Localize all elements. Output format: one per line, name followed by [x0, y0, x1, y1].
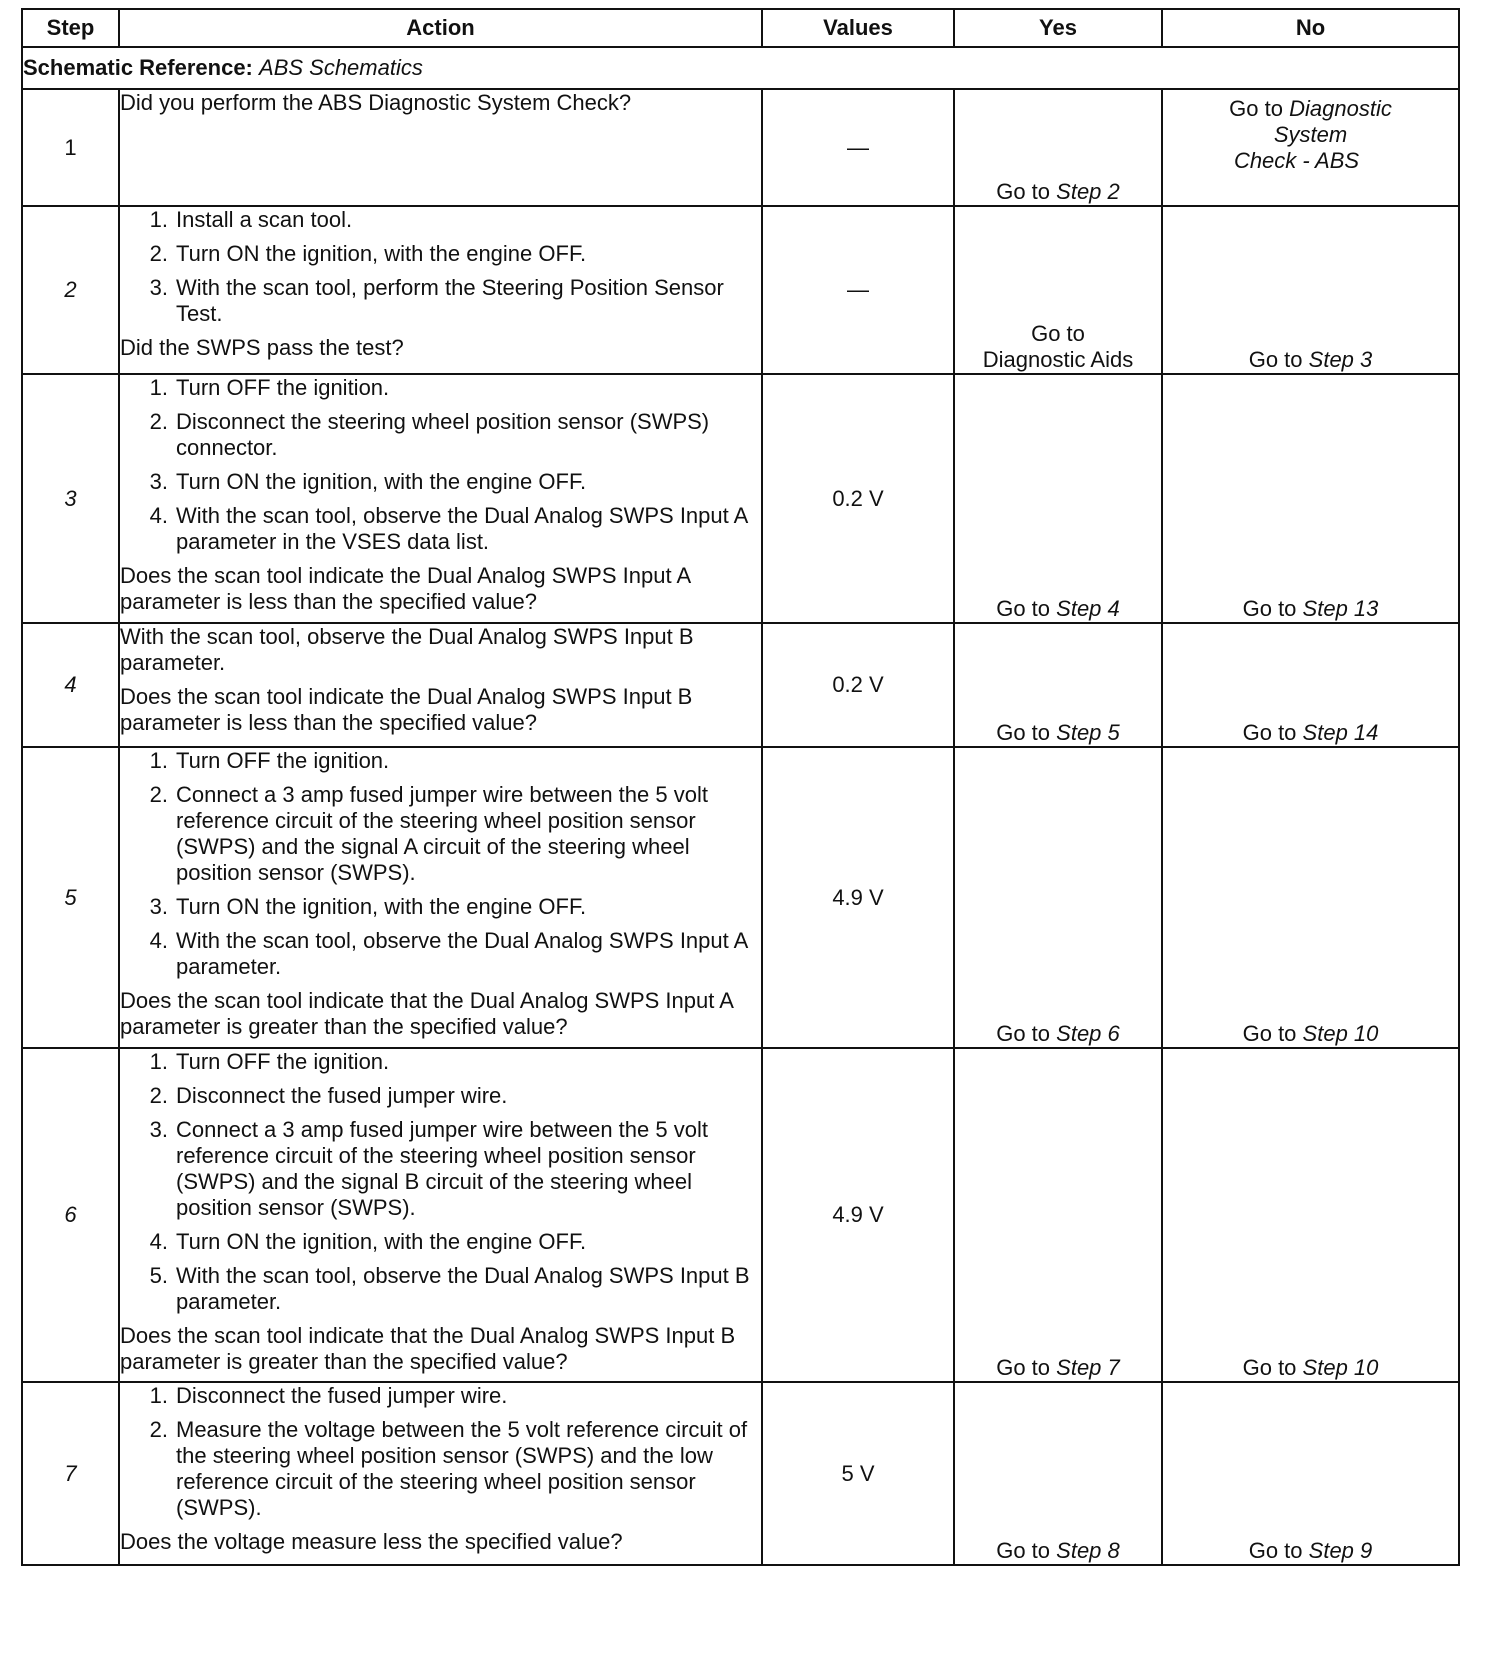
yes-link[interactable]: Step 8 — [1056, 1538, 1120, 1563]
no-link[interactable]: Step 14 — [1302, 720, 1379, 745]
go-to-text: Go to — [996, 1021, 1051, 1046]
list-item: 1. Install a scan tool. — [149, 207, 353, 232]
table-row — [22, 206, 1459, 374]
list-item: 3. Turn ON the ignition, with the engine OFF. — [149, 469, 587, 494]
list-item: 1. Turn OFF the ignition. — [149, 375, 390, 400]
step-number: 6 — [22, 1048, 119, 1382]
table-row — [22, 374, 1459, 623]
no-link[interactable]: Step 3 — [1308, 347, 1373, 372]
list-item: 4. With the scan tool, observe the Dual Analog SWPS Input A parameter in the VSES data list. — [149, 503, 748, 554]
go-to-text: Go to — [996, 1355, 1051, 1380]
action-instruction: With the scan tool, observe the Dual Analog SWPS Input B parameter. — [120, 624, 694, 675]
go-to-text: Go to — [996, 720, 1051, 745]
action-list — [120, 748, 761, 980]
action-cell — [119, 374, 762, 623]
list-item: 1. Disconnect the fused jumper wire. — [149, 1383, 508, 1408]
no-cell — [1162, 1382, 1459, 1565]
header-values: Values — [762, 9, 954, 47]
go-to-text: Go to — [1242, 1355, 1297, 1380]
action-cell — [119, 747, 762, 1048]
schematic-label: Schematic Reference: — [23, 55, 253, 80]
yes-cell — [954, 747, 1162, 1048]
list-item: 1. Turn OFF the ignition. — [149, 1049, 390, 1074]
no-link[interactable]: Step 10 — [1302, 1355, 1379, 1380]
list-item: 2. Connect a 3 amp fused jumper wire between the 5 volt reference circuit of the steering wheel position sensor (SWPS) and the signal A circuit of the steering wheel position sensor (SWPS). — [149, 782, 708, 885]
list-item: 4. Turn ON the ignition, with the engine OFF. — [149, 1229, 587, 1254]
go-to-text: Go to — [1242, 1021, 1297, 1046]
yes-link[interactable]: Step 2 — [1056, 179, 1120, 204]
list-item: 2. Measure the voltage between the 5 volt reference circuit of the steering wheel position sensor (SWPS) and the low reference circuit of the steering wheel position sensor (SWPS). — [149, 1417, 748, 1520]
step-number: 4 — [22, 623, 119, 747]
header-no: No — [1162, 9, 1459, 47]
header-row — [22, 9, 1459, 47]
yes-cell — [954, 89, 1162, 206]
list-item: 3. Connect a 3 amp fused jumper wire between the 5 volt reference circuit of the steering wheel position sensor (SWPS) and the signal B circuit of the steering wheel position sensor (SWPS). — [149, 1117, 708, 1220]
no-cell — [1162, 374, 1459, 623]
yes-link[interactable]: Step 6 — [1056, 1021, 1120, 1046]
no-cell — [1162, 206, 1459, 374]
value-cell: 0.2 V — [762, 623, 954, 747]
value-cell: — — [762, 206, 954, 374]
table-row — [22, 1382, 1459, 1565]
list-item: 4. With the scan tool, observe the Dual Analog SWPS Input A parameter. — [149, 928, 748, 979]
yes-link[interactable]: Diagnostic Aids — [982, 347, 1134, 372]
action-question: Did the SWPS pass the test? — [120, 335, 404, 360]
value-cell: 4.9 V — [762, 747, 954, 1048]
go-to-text: Go to — [1242, 720, 1297, 745]
no-cell — [1162, 747, 1459, 1048]
yes-cell — [954, 1382, 1162, 1565]
action-list — [120, 1049, 761, 1315]
list-item: 3. Turn ON the ignition, with the engine OFF. — [149, 894, 587, 919]
schematic-reference — [22, 47, 1459, 89]
no-link-diagnostic[interactable]: Diagnostic — [1289, 96, 1392, 121]
action-question: Does the scan tool indicate the Dual Analog SWPS Input A parameter is less than the specified value? — [120, 563, 690, 614]
list-item: 2. Disconnect the fused jumper wire. — [149, 1083, 508, 1108]
table-row — [22, 89, 1459, 206]
step-number: 3 — [22, 374, 119, 623]
value-cell: 5 V — [762, 1382, 954, 1565]
yes-cell — [954, 206, 1162, 374]
table-row — [22, 623, 1459, 747]
list-item: 1. Turn OFF the ignition. — [149, 748, 390, 773]
no-cell — [1162, 89, 1459, 206]
yes-cell — [954, 623, 1162, 747]
step-number: 1 — [22, 89, 119, 206]
go-to-text: Go to — [996, 179, 1051, 204]
no-link[interactable]: Step 9 — [1308, 1538, 1373, 1563]
action-question: Does the scan tool indicate that the Dual Analog SWPS Input B parameter is greater than the specified value? — [120, 1323, 736, 1374]
action-question: Did you perform the ABS Diagnostic System Check? — [120, 90, 632, 115]
action-question: Does the scan tool indicate the Dual Analog SWPS Input B parameter is less than the specified value? — [120, 684, 693, 735]
go-to-text: Go to — [996, 596, 1051, 621]
action-cell — [119, 89, 762, 206]
no-link-check-abs[interactable]: Check - ABS — [1233, 148, 1360, 173]
yes-link[interactable]: Step 7 — [1056, 1355, 1120, 1380]
no-link[interactable]: Step 13 — [1302, 596, 1379, 621]
go-to-text: Go to — [1248, 347, 1303, 372]
go-to-text: Go to — [1242, 596, 1297, 621]
action-list — [120, 207, 761, 327]
no-link[interactable]: Step 10 — [1302, 1021, 1379, 1046]
go-to-text: Go to — [1229, 96, 1283, 121]
step-number: 2 — [22, 206, 119, 374]
step-number: 5 — [22, 747, 119, 1048]
action-cell — [119, 1382, 762, 1565]
go-to-text: Go to — [1248, 1538, 1303, 1563]
value-cell: — — [762, 89, 954, 206]
step-number: 7 — [22, 1382, 119, 1565]
table-row — [22, 1048, 1459, 1382]
yes-link[interactable]: Step 4 — [1056, 596, 1120, 621]
no-link-system[interactable]: System — [1273, 122, 1348, 147]
list-item: 5. With the scan tool, observe the Dual Analog SWPS Input B parameter. — [149, 1263, 750, 1314]
action-list — [120, 375, 761, 555]
header-yes: Yes — [954, 9, 1162, 47]
no-cell — [1162, 1048, 1459, 1382]
list-item: 3. With the scan tool, perform the Steering Position Sensor Test. — [149, 275, 724, 326]
no-cell — [1162, 623, 1459, 747]
table-row — [22, 747, 1459, 1048]
list-item: 2. Turn ON the ignition, with the engine OFF. — [149, 241, 587, 266]
value-cell: 4.9 V — [762, 1048, 954, 1382]
yes-link[interactable]: Step 5 — [1056, 720, 1120, 745]
diagnostic-table — [21, 8, 1460, 1566]
go-to-text: Go to — [996, 1538, 1051, 1563]
schematic-link[interactable]: ABS Schematics — [259, 55, 423, 80]
action-question: Does the voltage measure less the specified value? — [120, 1529, 623, 1554]
action-cell — [119, 1048, 762, 1382]
list-item: 2. Disconnect the steering wheel position sensor (SWPS) connector. — [149, 409, 710, 460]
header-action: Action — [119, 9, 762, 47]
action-cell — [119, 623, 762, 747]
yes-cell — [954, 374, 1162, 623]
schematic-row — [22, 47, 1459, 89]
value-cell: 0.2 V — [762, 374, 954, 623]
header-step: Step — [22, 9, 119, 47]
go-to-text: Go to — [1031, 321, 1085, 346]
yes-cell — [954, 1048, 1162, 1382]
action-question: Does the scan tool indicate that the Dual Analog SWPS Input A parameter is greater than the specified value? — [120, 988, 733, 1039]
action-list — [120, 1383, 761, 1521]
action-cell — [119, 206, 762, 374]
